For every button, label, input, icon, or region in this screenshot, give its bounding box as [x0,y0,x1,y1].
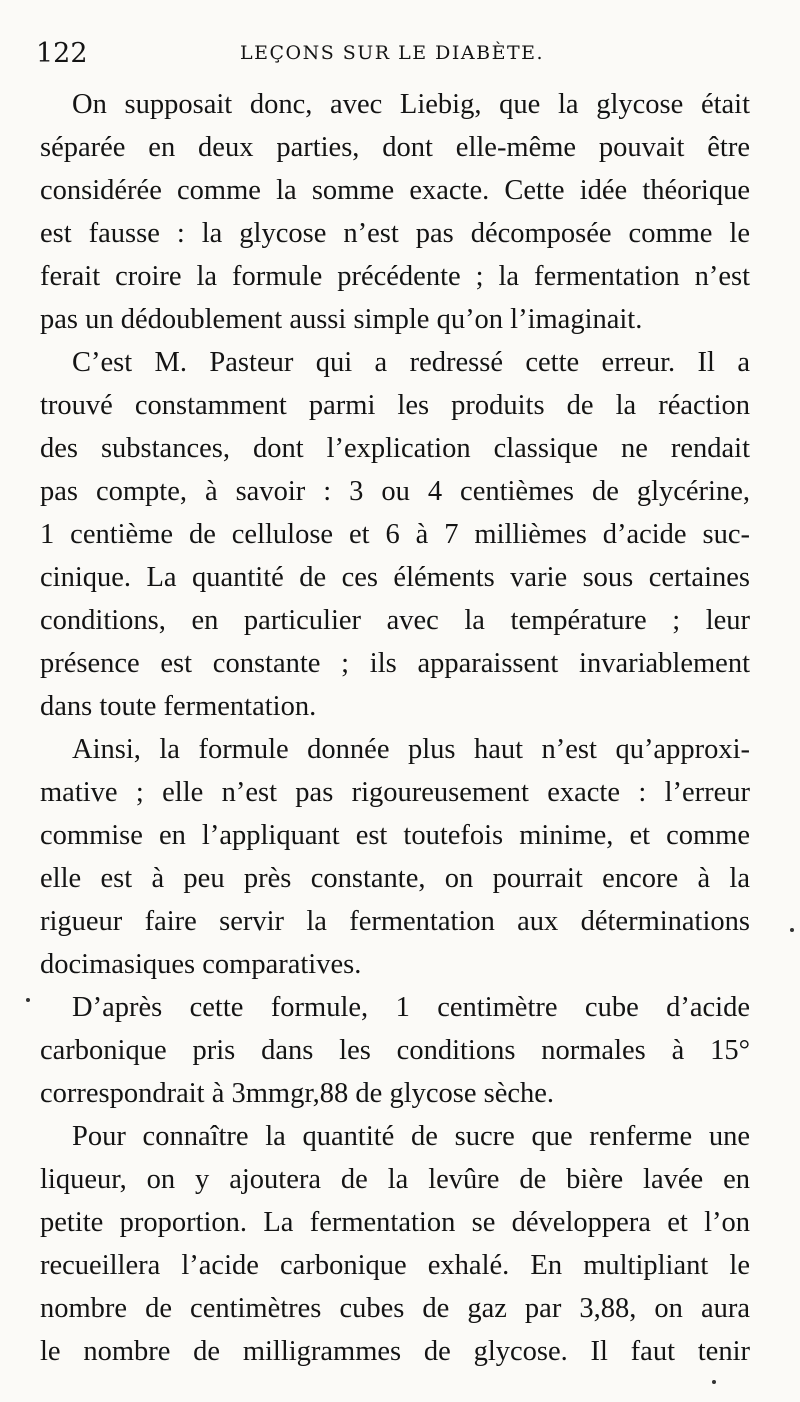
text-line: Ainsi, la formule donnée plus haut n’est qu’approxi- [72,734,750,765]
text-line: nombre de centimètres cubes de gaz par 3,88, on aura [40,1293,750,1324]
text-line: On supposait donc, avec Liebig, que la glycose était [72,89,750,120]
text-line: dans toute fermentation. [40,691,317,722]
text-line: est fausse : la glycose n’est pas décomposée comme le [40,218,750,249]
running-head [36,36,746,72]
text-line: correspondrait à 3mmgr,88 de glycose sèche. [40,1078,555,1109]
text-line: petite proportion. La fermentation se développera et l’on [40,1207,750,1238]
text-line: rigueur faire servir la fermentation aux déterminations [40,906,750,937]
text-line: pas compte, à savoir : 3 ou 4 centièmes de glycérine, [40,476,750,507]
paragraph-2 [40,341,750,728]
text-line: trouvé constamment parmi les produits de la réaction [40,390,750,421]
paragraph-1 [40,83,750,341]
ink-speck [712,1380,716,1384]
text-line: commise en l’appliquant est toutefois minime, et comme [40,820,750,851]
text-line: des substances, dont l’explication classique ne rendait [40,433,750,464]
text-line: pas un dédoublement aussi simple qu’on l’imaginait. [40,304,643,335]
paragraph-4 [40,986,750,1115]
text-line: séparée en deux parties, dont elle-même pouvait être [40,132,750,163]
text-line: le nombre de milligrammes de glycose. Il faut tenir [40,1336,750,1367]
text-line: docimasiques comparatives. [40,949,362,980]
text-line: cinique. La quantité de ces éléments varie sous certaines [40,562,750,593]
ink-speck [790,928,794,932]
paragraph-3 [40,728,750,986]
running-title: LEÇONS SUR LE DIABÈTE. [240,42,545,64]
text-line: liqueur, on y ajoutera de la levûre de bière lavée en [40,1164,750,1195]
text-line: conditions, en particulier avec la température ; leur [40,605,750,636]
text-line: elle est à peu près constante, on pourrait encore à la [40,863,750,894]
text-line: C’est M. Pasteur qui a redressé cette erreur. Il a [72,347,750,378]
page-number: 122 [36,38,88,69]
text-line: considérée comme la somme exacte. Cette idée théorique [40,175,750,206]
text-line: mative ; elle n’est pas rigoureusement exacte : l’erreur [40,777,750,808]
body-text [40,83,750,1373]
text-line: 1 centième de cellulose et 6 à 7 millièmes d’acide suc- [40,519,750,550]
text-line: carbonique pris dans les conditions normales à 15° [40,1035,750,1066]
text-line: D’après cette formule, 1 centimètre cube d’acide [72,992,750,1023]
text-line: ferait croire la formule précédente ; la fermentation n’est [40,261,750,292]
paragraph-5 [40,1115,750,1373]
ink-speck [26,998,30,1002]
text-line: présence est constante ; ils apparaissent invariablement [40,648,750,679]
text-line: recueillera l’acide carbonique exhalé. En multipliant le [40,1250,750,1281]
text-line: Pour connaître la quantité de sucre que renferme une [72,1121,750,1152]
